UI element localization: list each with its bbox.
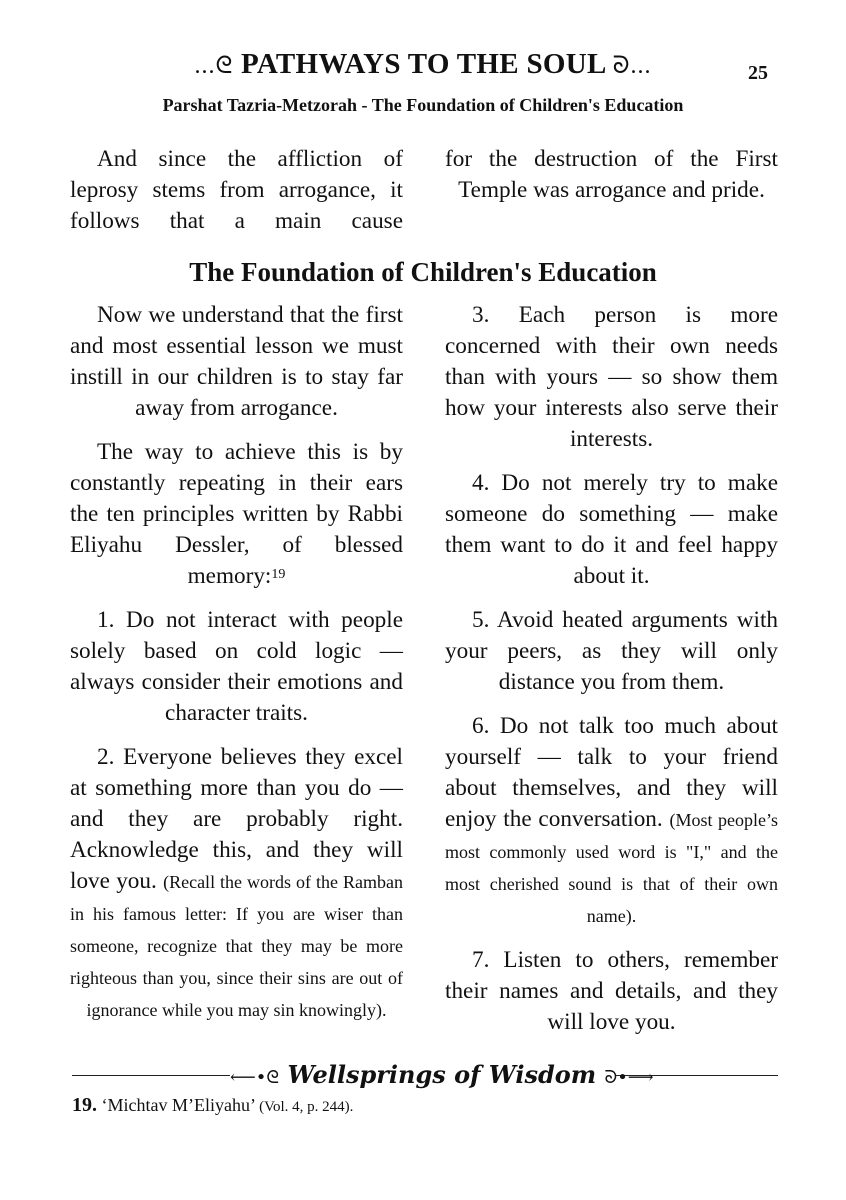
ornament-right-icon: ᘐ... <box>612 53 652 79</box>
book-title: PATHWAYS TO THE SOUL <box>240 48 606 80</box>
principle-4: 4. Do not merely try to make someone do something — make them want to do it and feel happy about it. <box>445 470 778 589</box>
left-column <box>70 300 403 1026</box>
principle-6 <box>445 711 778 932</box>
footer-title: Wellsprings of Wisdom <box>287 1060 597 1089</box>
section-heading: The Foundation of Children's Education <box>189 257 657 287</box>
principle-note: (Most people’s most commonly used word is "I," and the most cherished sound is that of their own name). <box>445 810 778 926</box>
right-column <box>445 300 778 1038</box>
paragraph-text: The way to achieve this is by constantly repeating in their ears the ten principles written by Rabbi Eliyahu Dessler, of blessed memory: <box>70 439 403 589</box>
paragraph <box>70 437 403 592</box>
intro-right-paragraph: for the destruction of the First Temple was arrogance and pride. <box>445 146 778 203</box>
footer-ornament-right-icon: ᘐ•⟶ <box>604 1067 654 1088</box>
intro-left-paragraph: And since the affliction of leprosy stems from arrogance, it follows that a main cause <box>70 146 403 234</box>
chapter-subtitle: Parshat Tazria-Metzorah - The Foundation of Children's Education <box>162 95 684 115</box>
principle-7: 7. Listen to others, remember their names and details, and they will love you. <box>445 947 778 1035</box>
footnote <box>72 1094 353 1117</box>
principle-1: 1. Do not interact with people solely based on cold logic — always consider their emotions and character traits. <box>70 607 403 726</box>
principle-text: 2. Everyone believes they excel at something more than you do — and they are probably right. Acknowledge this, and they will love you. <box>70 744 403 894</box>
paragraph: Now we understand that the first and most essential lesson we must instill in our children is to stay far away from arrogance. <box>70 302 403 421</box>
footnote-number: 19. <box>72 1094 97 1116</box>
footnote-reference-detail: (Vol. 4, p. 244). <box>259 1099 354 1115</box>
principle-2 <box>70 742 403 1026</box>
principle-text: 6. Do not talk too much about yourself — talk to your friend about themselves, and they will enjoy the conversation. <box>445 713 778 832</box>
ornament-left-icon: ...ᘓ <box>194 53 234 79</box>
footer-banner <box>230 1060 654 1093</box>
intro-left-column <box>70 144 403 237</box>
intro-right-column <box>445 144 778 206</box>
principle-5: 5. Avoid heated arguments with your peers, as they will only distance you from them. <box>445 607 778 695</box>
footer-ornament-left-icon: ⟵•ᘓ <box>230 1067 280 1088</box>
principle-3: 3. Each person is more concerned with their own needs than with yours — so show them how your interests also serve their interests. <box>445 302 778 452</box>
principle-note: (Recall the words of the Ramban in his famous letter: If you are wiser than someone, recognize that they may be more righteous than you, since their sins are out of ignorance while you may sin knowingly). <box>70 872 403 1020</box>
footnote-text: ‘Michtav M’Eliyahu’ <box>101 1095 255 1115</box>
footnote-reference[interactable]: 19 <box>271 567 286 582</box>
page-number: 25 <box>748 62 768 84</box>
running-header <box>100 48 746 81</box>
